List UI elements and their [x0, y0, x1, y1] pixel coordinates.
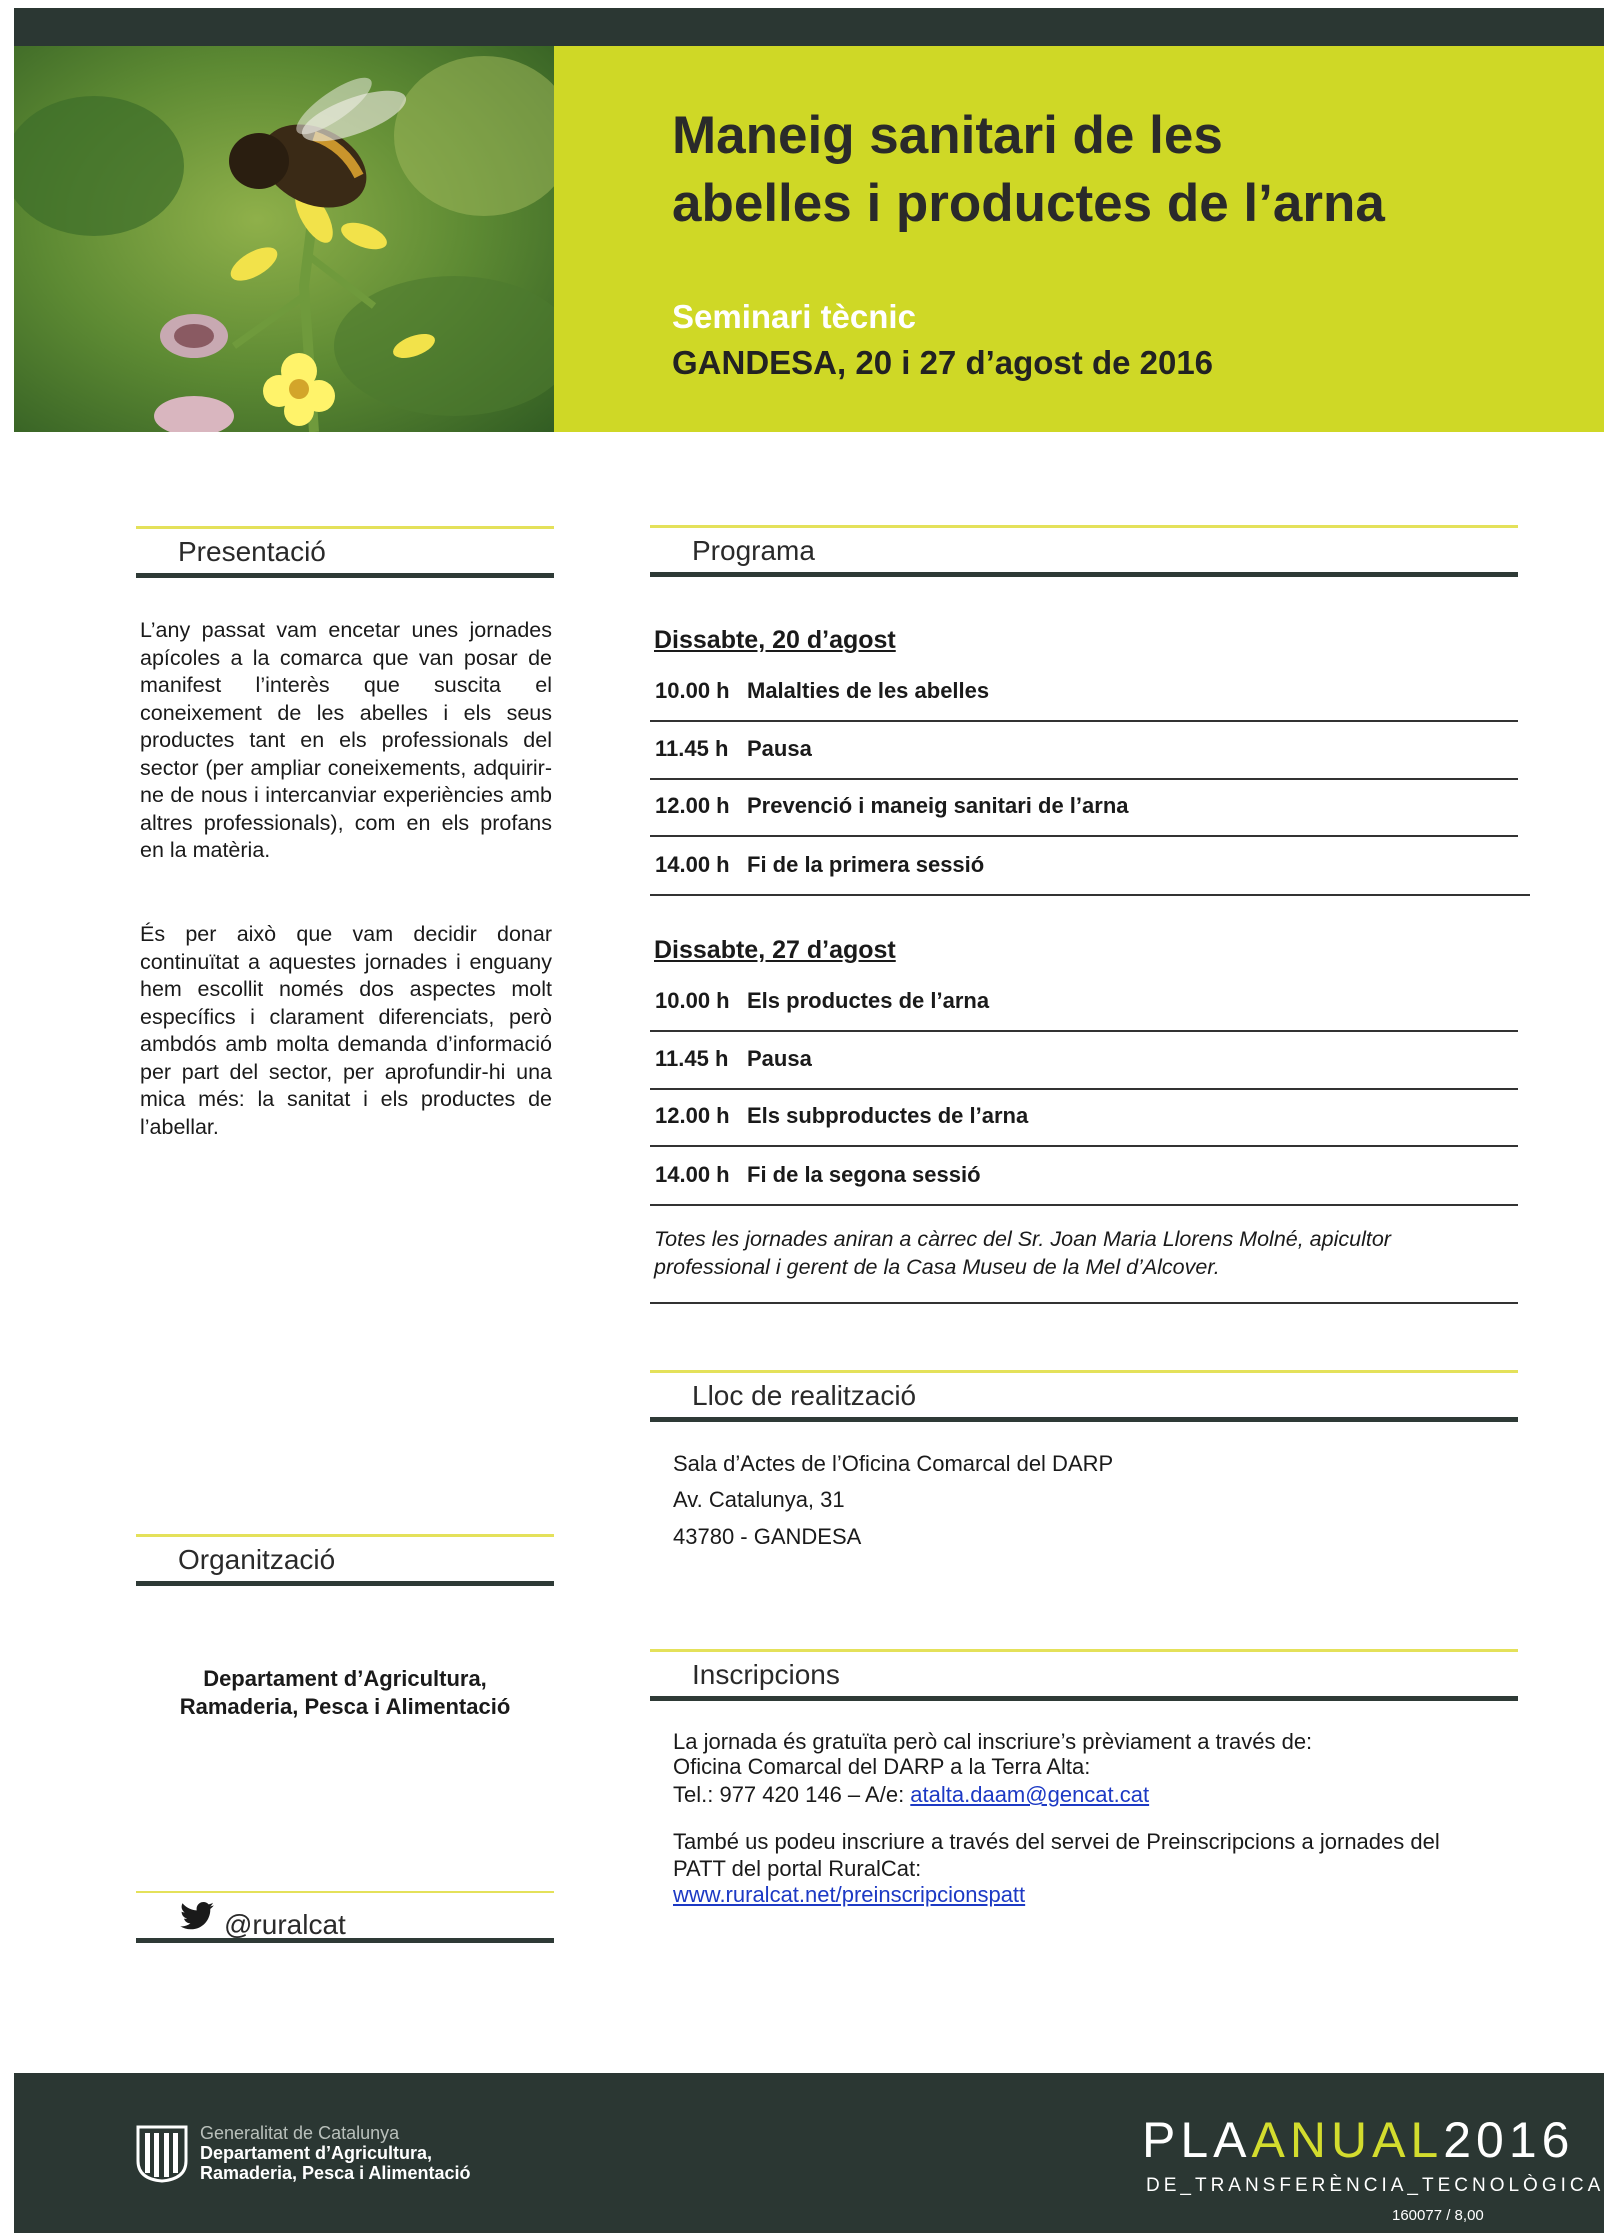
twitter-handle-text: @ruralcat [224, 1909, 346, 1940]
registration-office: Oficina Comarcal del DARP a la Terra Alta: [673, 1754, 1091, 1779]
divider [650, 1302, 1518, 1304]
schedule-time: 12.00 h [655, 793, 730, 818]
schedule-activity: Pausa [747, 736, 812, 761]
inscripcions-heading [650, 1649, 1518, 1701]
registration-tel: Tel.: 977 420 146 – A/e: [673, 1782, 911, 1807]
document-code: 160077 / 8,00 [1392, 2207, 1484, 2224]
twitter-bird-icon [180, 1902, 214, 1930]
schedule-row [650, 1089, 1518, 1147]
twitter-handle[interactable] [180, 1902, 346, 1940]
schedule-time: 11.45 h [655, 736, 729, 761]
schedule-time: 14.00 h [655, 852, 730, 877]
speaker-note-line-1: Totes les jornades aniran a càrrec del Sr. Joan Maria Llorens Molné, apicultor [654, 1227, 1391, 1251]
title-line-2: abelles i productes de l’arna [672, 174, 1385, 233]
speaker-note [654, 1225, 1524, 1281]
organitzacio-heading [136, 1534, 554, 1586]
schedule-row [650, 722, 1518, 780]
page-title [672, 102, 1385, 238]
title-line-1: Maneig sanitari de les [672, 106, 1223, 165]
speaker-note-line-2: professional i gerent de la Casa Museu de la Mel d’Alcover. [654, 1255, 1220, 1279]
schedule-row [650, 779, 1518, 837]
registration-free: La jornada és gratuïta però cal inscriure’s prèviament a través de: [673, 1729, 1313, 1754]
email-link[interactable]: atalta.daam@gencat.cat [910, 1782, 1150, 1807]
generalitat-logo-icon [134, 2123, 190, 2183]
plan-subtitle: DE_TRANSFERÈNCIA_TECNOLÒGICA [1146, 2175, 1605, 2196]
organizer-line-2: Ramaderia, Pesca i Alimentació [179, 1694, 511, 1719]
schedule-activity: Malalties de les abelles [747, 678, 990, 703]
schedule-row [650, 838, 1530, 896]
programa-heading [650, 525, 1518, 577]
plan-year: 2016 [1443, 2112, 1575, 2168]
schedule-activity: Pausa [747, 1046, 812, 1071]
organizer [136, 1665, 554, 1721]
organitzacio-heading-label: Organització [178, 1544, 336, 1575]
schedule-time: 11.45 h [655, 1046, 729, 1071]
lloc-heading [650, 1370, 1518, 1422]
schedule-activity: Els subproductes de l’arna [747, 1103, 1029, 1128]
schedule-row [650, 1032, 1518, 1090]
registration-url [673, 1881, 1025, 1909]
schedule-row [650, 974, 1518, 1032]
presentacio-heading-label: Presentació [178, 536, 326, 567]
organizer-line-1: Departament d’Agricultura, [203, 1666, 487, 1691]
presentacio-paragraph-1: L’any passat vam encetar unes jornades apícoles a la comarca que van posar de manifest l’interès que suscita el coneixement de les abelles i els seus productes tant en els professionals del sector (per ampliar coneixements, adquirir-ne de nous i intercanviar experiències amb altres professionals), com en els profans en la matèria. [140, 618, 552, 862]
schedule-row [650, 664, 1518, 722]
schedule-time: 10.00 h [655, 988, 730, 1013]
social-box [136, 1891, 554, 1943]
registration-portal: PATT del portal RuralCat: [673, 1856, 922, 1881]
ruralcat-link[interactable]: www.ruralcat.net/preinscripcionspatt [673, 1882, 1026, 1907]
title-banner [554, 46, 1604, 432]
presentacio-heading [136, 526, 554, 578]
schedule-activity: Prevenció i maneig sanitari de l’arna [747, 793, 1129, 818]
bee-on-flower-image [14, 46, 554, 432]
presentacio-paragraph-2: És per això que vam decidir donar continuïtat a aquestes jornades i enguany hem escollit només dos aspectes molt específics i clarament diferenciats, però ambdós amb molta demanda d’informació per part del sector, per aprofundir-hi una mica més: la sanitat i els productes de l’abellar. [140, 922, 552, 1139]
schedule-time: 10.00 h [655, 678, 730, 703]
programa-heading-label: Programa [692, 535, 815, 566]
footer-dept-line-2: Ramaderia, Pesca i Alimentació [200, 2163, 471, 2183]
plan-word: PLA [1142, 2112, 1252, 2168]
top-bar [14, 8, 1604, 46]
anual-word: ANUAL [1251, 2112, 1444, 2168]
schedule-time: 14.00 h [655, 1162, 730, 1187]
venue-address: Av. Catalunya, 31 [673, 1487, 845, 1512]
schedule-time: 12.00 h [655, 1103, 730, 1128]
schedule-row [650, 1148, 1518, 1206]
day-2-label: Dissabte, 27 d’agost [654, 936, 896, 964]
subtitle: Seminari tècnic [672, 298, 916, 335]
lloc-heading-label: Lloc de realització [692, 1380, 917, 1411]
inscripcions-heading-label: Inscripcions [692, 1659, 840, 1690]
schedule-activity: Els productes de l’arna [747, 988, 990, 1013]
venue-city: 43780 - GANDESA [673, 1524, 862, 1549]
registration-online: També us podeu inscriure a través del servei de Preinscripcions a jornades del [673, 1829, 1440, 1854]
footer-dept-line-1: Departament d’Agricultura, [200, 2143, 433, 2163]
footer [14, 2073, 1604, 2233]
date-location: GANDESA, 20 i 27 d’agost de 2016 [672, 344, 1214, 381]
plan-anual-logo [1142, 2111, 1574, 2169]
generalitat-name: Generalitat de Catalunya [200, 2123, 400, 2143]
schedule-activity: Fi de la primera sessió [747, 852, 985, 877]
bee-photo [14, 46, 554, 432]
registration-contact [673, 1781, 1149, 1809]
venue-name: Sala d’Actes de l’Oficina Comarcal del DARP [673, 1451, 1114, 1476]
schedule-activity: Fi de la segona sessió [747, 1162, 981, 1187]
day-1-label: Dissabte, 20 d’agost [654, 626, 896, 654]
